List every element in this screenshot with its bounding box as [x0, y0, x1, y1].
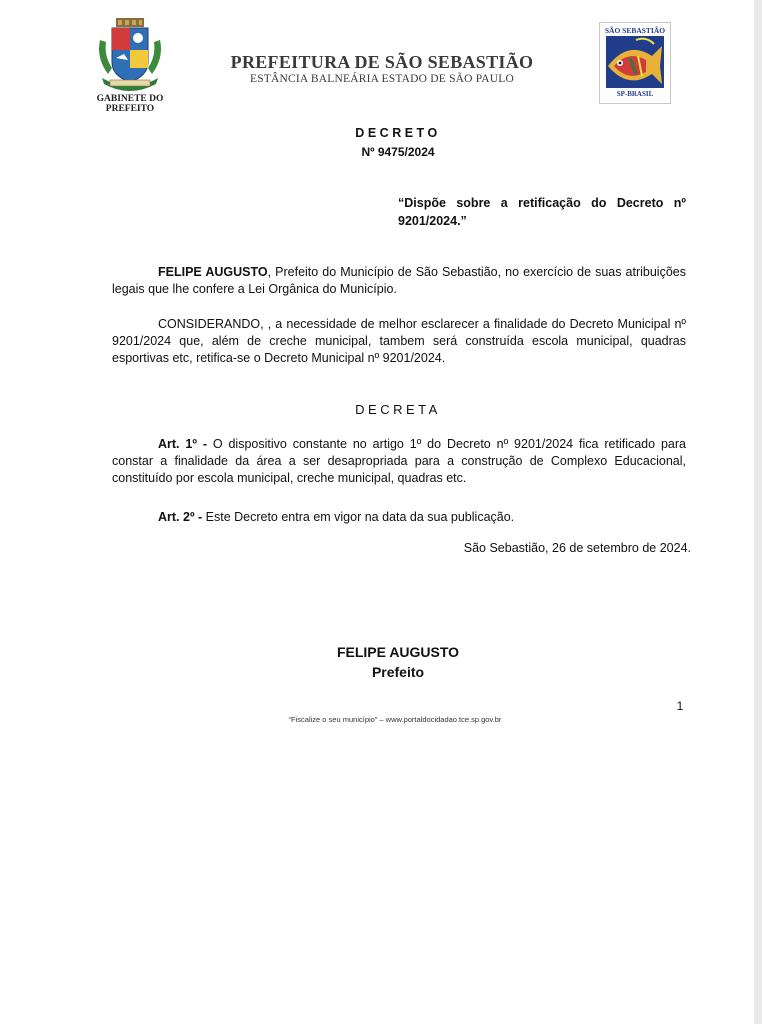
crest-caption — [84, 94, 176, 114]
crest-caption-line1: GABINETE DO — [96, 94, 164, 104]
viewer-background-strip — [754, 0, 762, 1024]
crest-caption-line2: PREFEITO — [105, 104, 155, 114]
article-1-label: Art. 1º - — [158, 437, 207, 451]
tourism-logo-bottom-text: SP-BRASIL — [616, 90, 654, 98]
preamble-text: , Prefeito do Município de São Sebastião, no exercício de suas atribuições legais que lhe confere a Lei Orgânica do Município. — [112, 265, 686, 296]
municipal-crest-icon — [94, 18, 166, 94]
article-2-label: Art. 2º - — [158, 510, 203, 524]
decree-heading: DECRETO — [355, 126, 441, 140]
preamble-name: FELIPE AUGUSTO — [158, 265, 268, 279]
header-subtitle: ESTÂNCIA BALNEÁRIA ESTADO DE SÃO PAULO — [249, 73, 515, 85]
decree-ementa: “Dispõe sobre a retificação do Decreto nº 9201/2024.” — [398, 196, 686, 228]
page-number: 1 — [676, 699, 684, 713]
considerando-paragraph: CONSIDERANDO, , a necessidade de melhor esclarecer a finalidade do Decreto Municipal nº 9201/2024 que, além de creche municipal, tambem será construída escola municipal, quadras esportivas etc, retifica-se o Decreto Municipal nº 9201/2024. — [112, 317, 686, 365]
footer-note: “Fiscalize o seu município” – www.portaldocidadao.tce.sp.gov.br — [288, 715, 502, 724]
fish-tourism-logo-icon — [606, 36, 664, 88]
signature-role: Prefeito — [371, 664, 425, 680]
tourism-logo — [599, 22, 671, 104]
decreta-heading: DECRETA — [355, 402, 441, 417]
place-and-date: São Sebastião, 26 de setembro de 2024. — [463, 541, 691, 555]
article-2 — [112, 509, 686, 526]
decree-number: Nº 9475/2024 — [361, 145, 435, 159]
preamble-paragraph — [112, 264, 686, 298]
article-1 — [112, 436, 686, 487]
article-1-text: O dispositivo constante no artigo 1º do Decreto nº 9201/2024 fica retificado para constar a finalidade da área a ser desapropriada para a construção de Complexo Educacional, constituído por escola municipal, creche municipal, quadras etc. — [112, 437, 686, 485]
tourism-logo-top-text: SÃO SEBASTIÃO — [604, 26, 666, 35]
signature-name: FELIPE AUGUSTO — [336, 644, 460, 660]
header-title: PREFEITURA DE SÃO SEBASTIÃO — [230, 52, 534, 72]
article-2-text: Este Decreto entra em vigor na data da sua publicação. — [202, 510, 515, 524]
